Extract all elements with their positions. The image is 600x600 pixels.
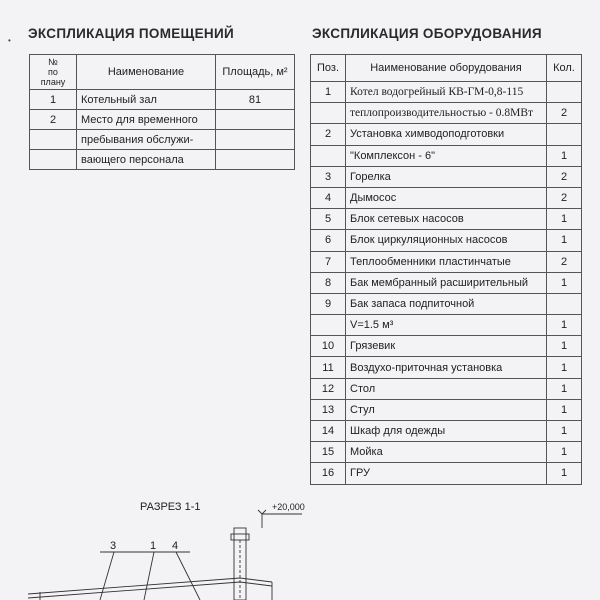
table-row [30,90,295,110]
elevation-triangle [258,510,266,514]
table-row [311,336,582,357]
equipment-name: Блок сетевых насосов [346,209,547,230]
equipment-name: Воздухо-приточная установка [346,357,547,378]
equipment-qty-empty [547,82,582,103]
equipment-qty: 1 [547,209,582,230]
equipment-header-row [311,55,582,82]
table-row [311,272,582,293]
rooms-col-no-line: № [48,57,58,67]
rooms-header-row [30,55,295,90]
equipment-qty: 1 [547,378,582,399]
margin-dot: • [8,36,11,45]
table-row [311,399,582,420]
equipment-pos: 13 [311,399,346,420]
rooms-col-area-header: Площадь, м² [216,55,295,90]
table-row [311,357,582,378]
room-number: 1 [30,90,77,110]
equipment-heading: ЭКСПЛИКАЦИЯ ОБОРУДОВАНИЯ [312,26,542,41]
equipment-name: Теплообменники пластинчатые [346,251,547,272]
rooms-col-no-header [30,55,77,90]
equipment-qty: 2 [547,187,582,208]
equipment-col-name-header: Наименование оборудования [346,55,547,82]
section-drawing [0,490,600,600]
equipment-pos: 14 [311,421,346,442]
table-row [311,378,582,399]
equipment-name: Блок циркуляционных насосов [346,230,547,251]
equipment-qty-empty [547,293,582,314]
rooms-heading: ЭКСПЛИКАЦИЯ ПОМЕЩЕНИЙ [28,26,234,41]
table-row [311,82,582,103]
table-row [311,463,582,484]
equipment-qty: 1 [547,336,582,357]
room-area [216,110,295,130]
equipment-pos: 9 [311,293,346,314]
equipment-qty: 1 [547,230,582,251]
equipment-pos: 8 [311,272,346,293]
table-row [311,293,582,314]
table-row [311,209,582,230]
equipment-name: Горелка [346,166,547,187]
table-row [311,145,582,166]
equipment-qty: 1 [547,315,582,336]
elevation-mark: +20,000 [272,502,305,512]
equipment-name: Котел водогрейный КВ-ГМ-0,8-115 [346,82,547,103]
room-name: Котельный зал [77,90,216,110]
table-row [30,150,295,170]
chimney [234,528,246,600]
equipment-pos-empty [311,315,346,336]
table-row [311,187,582,208]
equipment-name: теплопроизводительностью - 0.8МВт [346,103,547,124]
equipment-name: Установка химводоподготовки [346,124,547,145]
equipment-pos: 12 [311,378,346,399]
equipment-qty: 1 [547,145,582,166]
equipment-col-pos-header: Поз. [311,55,346,82]
equipment-pos: 15 [311,442,346,463]
room-name: Место для временного [77,110,216,130]
table-row [311,166,582,187]
roof-line [28,578,272,594]
room-area-empty [216,150,295,170]
equipment-name: Бак мембранный расширительный [346,272,547,293]
equipment-name: Шкаф для одежды [346,421,547,442]
table-row [30,110,295,130]
equipment-qty: 1 [547,399,582,420]
equipment-name: Бак запаса подпиточной [346,293,547,314]
equipment-qty: 2 [547,166,582,187]
rooms-col-name-header: Наименование [77,55,216,90]
section-title: РАЗРЕЗ 1-1 [140,501,201,513]
callout-label: 4 [172,540,179,552]
equipment-pos-empty [311,145,346,166]
equipment-pos: 1 [311,82,346,103]
table-row [311,103,582,124]
table-row [311,124,582,145]
table-row [311,230,582,251]
callout-label: 3 [110,540,117,552]
equipment-pos: 11 [311,357,346,378]
table-row [311,421,582,442]
equipment-qty: 2 [547,251,582,272]
equipment-qty: 1 [547,463,582,484]
equipment-qty: 1 [547,272,582,293]
equipment-pos: 2 [311,124,346,145]
equipment-pos: 5 [311,209,346,230]
rooms-col-no-line: по [48,67,58,77]
equipment-name: Грязевик [346,336,547,357]
equipment-name: Стул [346,399,547,420]
rooms-table [29,54,295,170]
equipment-qty: 1 [547,357,582,378]
callout-leader [100,552,114,600]
equipment-qty: 1 [547,421,582,442]
rooms-col-no-line: плану [40,77,66,87]
equipment-pos: 4 [311,187,346,208]
room-area-empty [216,130,295,150]
equipment-qty-empty [547,124,582,145]
callout-leader [176,552,200,600]
equipment-pos: 16 [311,463,346,484]
equipment-name: V=1.5 м³ [346,315,547,336]
equipment-name: "Комплексон - 6" [346,145,547,166]
room-name: пребывания обслужи- [77,130,216,150]
table-row [311,315,582,336]
equipment-qty: 2 [547,103,582,124]
table-row [311,251,582,272]
equipment-col-qty-header: Кол. [547,55,582,82]
equipment-pos: 6 [311,230,346,251]
room-number-empty [30,130,77,150]
callout-label: 1 [150,540,157,552]
equipment-name: ГРУ [346,463,547,484]
equipment-pos: 3 [311,166,346,187]
equipment-qty: 1 [547,442,582,463]
room-number: 2 [30,110,77,130]
callout-leader [144,552,154,600]
table-row [30,130,295,150]
equipment-name: Стол [346,378,547,399]
equipment-pos-empty [311,103,346,124]
equipment-name: Дымосос [346,187,547,208]
room-name: вающего персонала [77,150,216,170]
equipment-name: Мойка [346,442,547,463]
table-row [311,442,582,463]
equipment-table [310,54,582,485]
equipment-pos: 7 [311,251,346,272]
room-area: 81 [216,90,295,110]
room-number-empty [30,150,77,170]
equipment-pos: 10 [311,336,346,357]
